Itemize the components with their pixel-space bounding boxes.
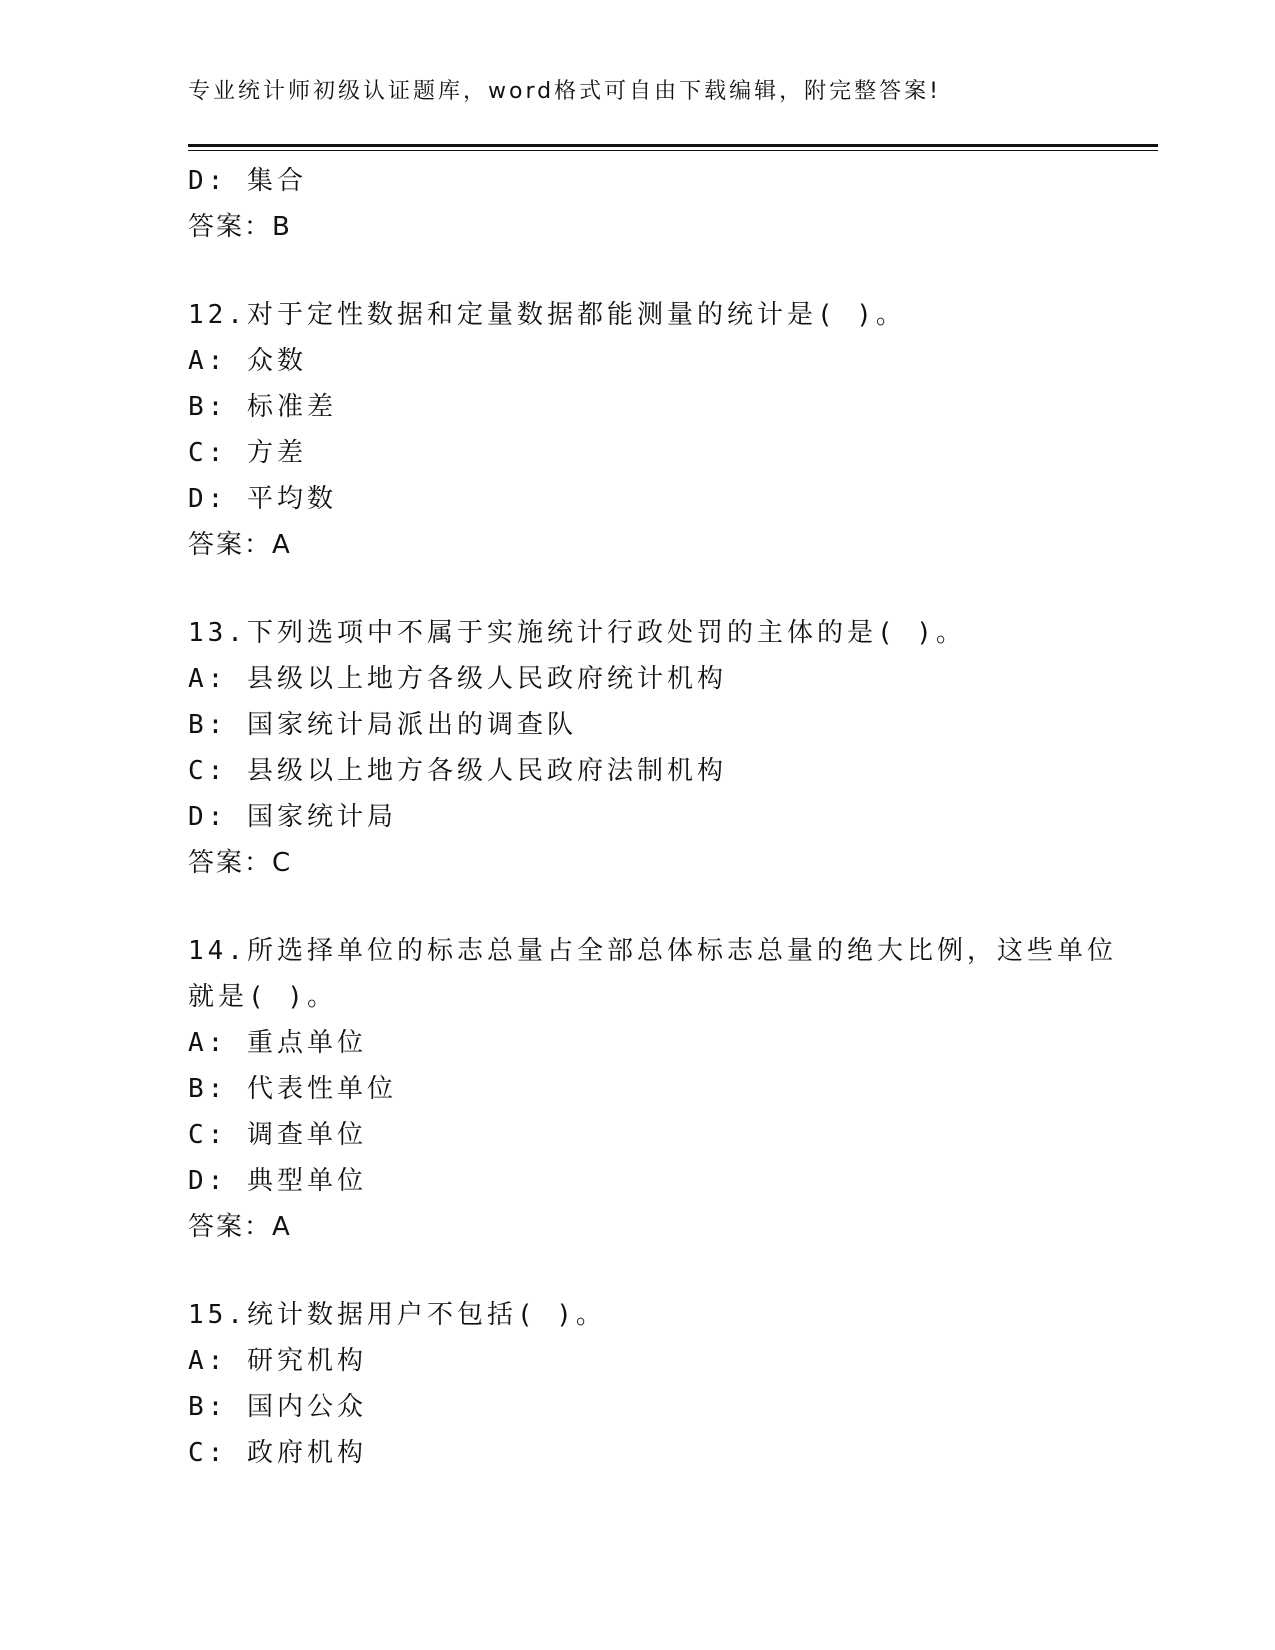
option-a: A: 重点单位 <box>188 1028 367 1058</box>
header-rule-thin <box>188 150 1158 151</box>
document-header: 专业统计师初级认证题库，word格式可自由下载编辑，附完整答案! <box>188 79 941 104</box>
option-d: D: 国家统计局 <box>188 802 397 832</box>
question-stem: 14.所选择单位的标志总量占全部总体标志总量的绝大比例，这些单位 <box>188 936 1117 966</box>
option-a: A: 众数 <box>188 346 307 376</box>
question-stem: 13.下列选项中不属于实施统计行政处罚的主体的是( )。 <box>188 618 966 648</box>
question-stem-continued: 就是( )。 <box>188 982 337 1012</box>
answer-line: 答案：C <box>188 848 293 878</box>
option-c: C: 调查单位 <box>188 1120 367 1150</box>
question-14 <box>188 928 1117 1250</box>
option-b: B: 代表性单位 <box>188 1074 397 1104</box>
option-d: D: 典型单位 <box>188 1166 367 1196</box>
option-d: D: 集合 <box>188 166 307 196</box>
answer-line: 答案：A <box>188 530 292 560</box>
question-15 <box>188 1292 1088 1476</box>
option-d: D: 平均数 <box>188 484 337 514</box>
answer-line: 答案：A <box>188 1212 292 1242</box>
question-stem: 15.统计数据用户不包括( )。 <box>188 1300 606 1330</box>
option-a: A: 县级以上地方各级人民政府统计机构 <box>188 664 727 694</box>
question-list <box>188 158 1117 1476</box>
question-12 <box>188 292 1088 568</box>
question-13 <box>188 610 1088 886</box>
option-c: C: 方差 <box>188 438 307 468</box>
option-c: C: 政府机构 <box>188 1438 367 1468</box>
header-rule-thick <box>188 144 1158 147</box>
answer-line: 答案：B <box>188 212 292 242</box>
option-b: B: 国家统计局派出的调查队 <box>188 710 577 740</box>
option-c: C: 县级以上地方各级人民政府法制机构 <box>188 756 727 786</box>
option-a: A: 研究机构 <box>188 1346 367 1376</box>
option-b: B: 国内公众 <box>188 1392 367 1422</box>
question-stem: 12.对于定性数据和定量数据都能测量的统计是( )。 <box>188 300 906 330</box>
option-b: B: 标准差 <box>188 392 337 422</box>
